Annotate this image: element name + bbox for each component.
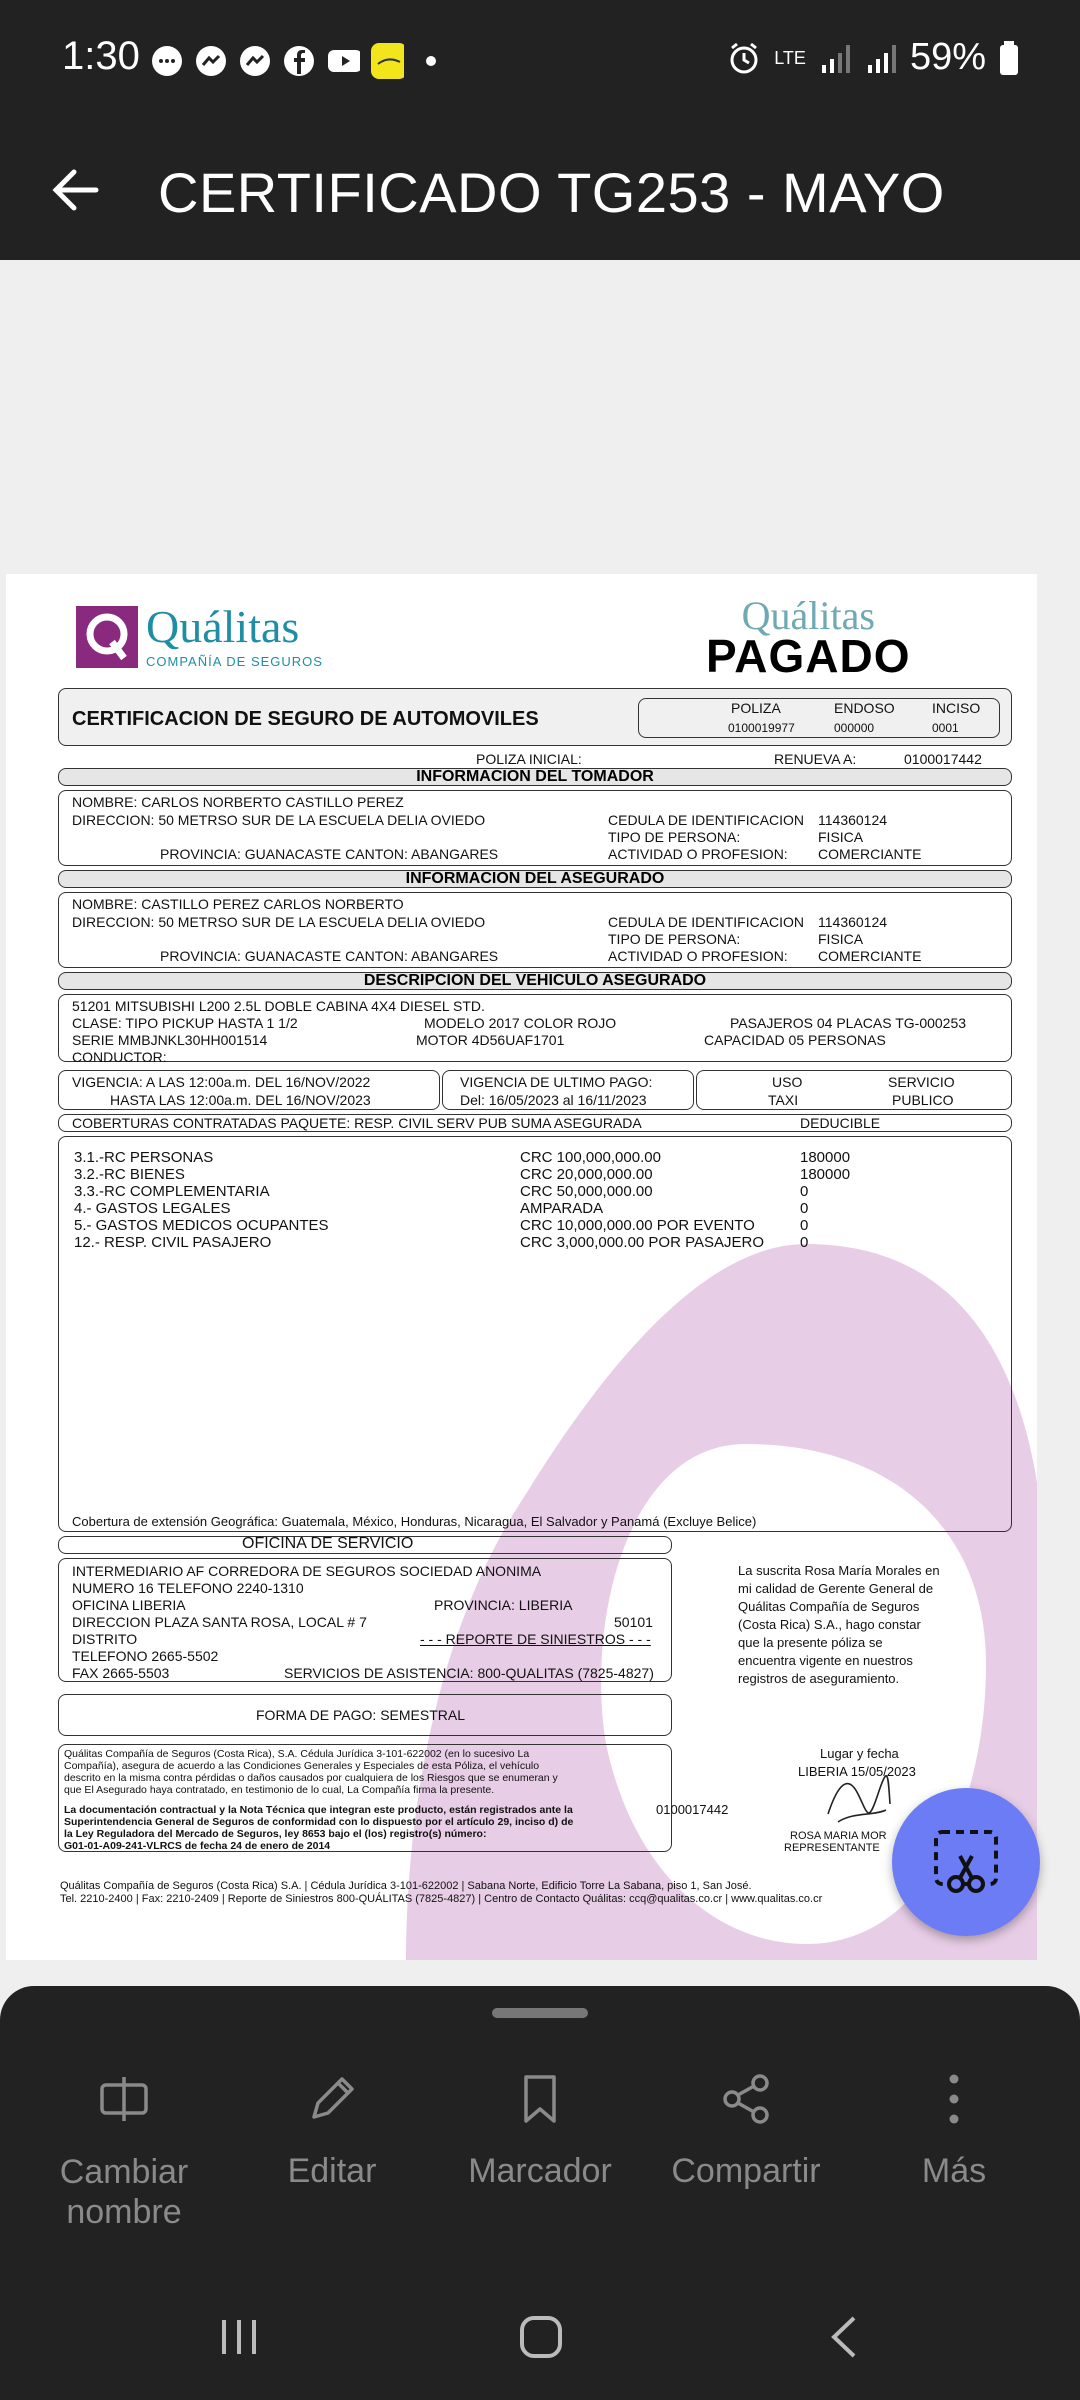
battery-icon (998, 40, 1020, 76)
pencil-icon (304, 2071, 360, 2127)
tomador-actividad: COMERCIANTE (818, 846, 922, 862)
message-icon (150, 44, 184, 78)
coverage-suma: CRC 100,000,000.00 (520, 1149, 661, 1166)
scissors-capture-icon (930, 1826, 1002, 1898)
vehiculo-modelo: MODELO 2017 COLOR ROJO (424, 1015, 617, 1031)
bookmark-icon (512, 2071, 568, 2127)
ultimo-pago-label: VIGENCIA DE ULTIMO PAGO: (460, 1074, 653, 1090)
asegurado-cedula: 114360124 (818, 914, 888, 930)
inciso-value: 0001 (932, 721, 959, 735)
cobertura-geografica: Cobertura de extensión Geográfica: Guatemala, México, Honduras, Nicaragua, El Salvador y Panamá (Excluye Belice) (72, 1514, 757, 1529)
poliza-header: POLIZA (731, 700, 781, 716)
capture-fab-button[interactable] (892, 1788, 1040, 1936)
suscrita-line: que la presente póliza se (738, 1635, 883, 1650)
dot-icon (414, 44, 448, 78)
coverage-deducible: 180000 (800, 1166, 851, 1183)
forma-pago: FORMA DE PAGO: SEMESTRAL (256, 1707, 466, 1723)
legal-line: G01-01-A09-241-VLRCS de fecha 24 de enero de 2014 (64, 1840, 331, 1852)
vehiculo-conductor: CONDUCTOR: (72, 1049, 167, 1065)
endoso-value: 000000 (834, 721, 875, 735)
suscrita-line: La suscrita Rosa María Morales en (738, 1563, 940, 1578)
asegurado-actividad: COMERCIANTE (818, 948, 922, 964)
coverage-name: 5.- GASTOS MEDICOS OCUPANTES (74, 1217, 329, 1234)
vehiculo-motor: MOTOR 4D56UAF1701 (416, 1032, 565, 1048)
stamp-brand: Quálitas (741, 593, 875, 638)
legal-line: Quálitas Compañía de Seguros (Costa Rica), S.A. Cédula Jurídica 3-101-622002 (en lo sucesivo La (64, 1748, 530, 1760)
battery-percent: 59% (909, 36, 986, 78)
youtube-icon (326, 44, 360, 78)
coverage-deducible: 0 (800, 1183, 809, 1200)
coverage-deducible: 0 (800, 1200, 809, 1217)
recent-apps-icon[interactable] (214, 2312, 264, 2362)
tomador-tipo: FISICA (818, 829, 864, 845)
reporte-siniestros: - - - REPORTE DE SINIESTROS - - - (420, 1631, 651, 1647)
more-label: Más (921, 2152, 987, 2190)
nav-back-icon[interactable] (820, 2312, 870, 2362)
vigencia-desde: VIGENCIA: A LAS 12:00a.m. DEL 16/NOV/2022 (72, 1074, 371, 1090)
poliza-inicial-label: POLIZA INICIAL: (476, 751, 582, 767)
bookmark-label: Marcador (468, 2152, 612, 2190)
notification-icons (150, 44, 448, 78)
uso-label: USO (772, 1074, 803, 1090)
legal-line: La documentación contractual y la Nota Técnica que integran este producto, están registrados ante la (64, 1804, 573, 1816)
edit-label: Editar (287, 2152, 377, 2190)
asegurado-nombre: NOMBRE: CASTILLO PEREZ CARLOS NORBERTO (72, 896, 404, 912)
coverage-suma: CRC 3,000,000.00 POR PASAJERO (520, 1234, 764, 1251)
inciso-header: INCISO (932, 700, 981, 716)
suscrita-line: registros de aseguramiento. (738, 1671, 900, 1686)
coberturas-header: COBERTURAS CONTRATADAS PAQUETE: RESP. CIVIL SERV PUB SUMA ASEGURADA (72, 1115, 642, 1131)
share-label: Compartir (671, 2152, 821, 2190)
uso-box (696, 1070, 1012, 1110)
coverage-name: 4.- GASTOS LEGALES (74, 1200, 231, 1217)
uso-value: TAXI (768, 1092, 799, 1108)
oficina-title: OFICINA DE SERVICIO (242, 1535, 414, 1552)
oficina-numero: NUMERO 16 TELEFONO 2240-1310 (72, 1580, 304, 1596)
logo-brand: Quálitas (146, 601, 300, 652)
messenger-icon (194, 44, 228, 78)
legal-line: la Ley Reguladora del Mercado de Seguros, ley 8653 bajo el (los) registro(s) número: (64, 1828, 487, 1840)
reference-number: 0100017442 (656, 1802, 729, 1817)
renueva-value: 0100017442 (904, 751, 982, 767)
paid-stamp (706, 593, 911, 682)
legal-line: que El Asegurado haya contratado, en testimonio de lo cual, La Compañía firma la presente. (64, 1784, 495, 1796)
suscrita-text (738, 1562, 960, 1688)
coverage-name: 12.- RESP. CIVIL PASAJERO (74, 1234, 272, 1251)
legal-line: descrito en la misma contra pérdidas o daños causados por cualquiera de los Riesgos que se enumeran y (64, 1772, 558, 1784)
tomador-actividad-label: ACTIVIDAD O PROFESION: (608, 846, 788, 862)
coverage-name: 3.3.-RC COMPLEMENTARIA (74, 1183, 270, 1200)
bookmark-button[interactable] (440, 2068, 640, 2191)
suscrita-line: encuentra vigente en nuestros (738, 1653, 913, 1668)
coverage-suma: CRC 20,000,000.00 (520, 1166, 653, 1183)
asegurado-tipo: FISICA (818, 931, 864, 947)
vehiculo-descripcion: 51201 MITSUBISHI L200 2.5L DOBLE CABINA 4X4 DIESEL STD. (72, 998, 485, 1014)
oficina-codigo: 50101 (614, 1614, 653, 1630)
document-page[interactable] (6, 574, 1037, 1960)
footer-line-2: Tel. 2210-2400 | Fax: 2210-2409 | Reporte de Siniestros 800-QUÁLITAS (7825-4827) | Centro de Contacto Quálitas: ccq@qualitas.co.cr | www.qualitas.co.cr (60, 1893, 823, 1905)
signature-image (818, 1764, 898, 1834)
suscrita-line: Quálitas Compañía de Seguros (738, 1599, 920, 1614)
rename-icon (96, 2071, 152, 2127)
legal-text (64, 1748, 664, 1852)
lugar-fecha-value: LIBERIA 15/05/2023 (798, 1764, 916, 1779)
renueva-label: RENUEVA A: (774, 751, 857, 767)
deducible-header: DEDUCIBLE (800, 1115, 881, 1131)
tomador-tipo-label: TIPO DE PERSONA: (608, 829, 741, 845)
system-nav-bar (0, 2300, 1080, 2380)
suscrita-line: mi calidad de Gerente General de (738, 1581, 934, 1596)
poliza-value: 0100019977 (728, 721, 795, 735)
section-asegurado: INFORMACION DEL ASEGURADO (58, 870, 1012, 888)
coverage-suma: CRC 10,000,000.00 POR EVENTO (520, 1217, 755, 1234)
status-bar (0, 0, 1080, 120)
tomador-cedula: 114360124 (818, 812, 888, 828)
signal-icon (818, 41, 852, 75)
vigencia-hasta: HASTA LAS 12:00a.m. DEL 16/NOV/2023 (110, 1092, 371, 1108)
firma-cargo: REPRESENTANTE (784, 1842, 880, 1854)
rename-label: Cambiar nombre (59, 2153, 189, 2231)
servicios-asistencia: SERVICIOS DE ASISTENCIA: 800-QUALITAS (7825-4827) (284, 1665, 654, 1681)
qualitas-q-icon (74, 604, 140, 670)
tomador-cedula-label: CEDULA DE IDENTIFICACION (608, 812, 805, 828)
asegurado-cedula-label: CEDULA DE IDENTIFICACION (608, 914, 805, 930)
coverage-deducible: 0 (800, 1234, 809, 1251)
asegurado-direccion: DIRECCION: 50 METRSO SUR DE LA ESCUELA DELIA OVIEDO (72, 914, 486, 930)
network-label: LTE (774, 47, 806, 68)
bottom-action-sheet (0, 1986, 1080, 2400)
firma-nombre: ROSA MARIA MOR (790, 1830, 887, 1842)
qualitas-logo (74, 601, 323, 670)
more-vertical-icon (926, 2071, 982, 2127)
servicio-label: SERVICIO (888, 1074, 955, 1090)
coverage-name: 3.1.-RC PERSONAS (74, 1149, 214, 1166)
vehiculo-serie: SERIE MMBJNKL30HH001514 (72, 1032, 268, 1048)
endoso-header: ENDOSO (834, 700, 895, 716)
tomador-direccion: DIRECCION: 50 METRSO SUR DE LA ESCUELA DELIA OVIEDO (72, 812, 486, 828)
ultimo-pago-fechas: Del: 16/05/2023 al 16/11/2023 (460, 1092, 647, 1108)
messenger-icon (238, 44, 272, 78)
coverage-suma: CRC 50,000,000.00 (520, 1183, 653, 1200)
suscrita-line: (Costa Rica) S.A., hago constar (738, 1617, 921, 1632)
share-button[interactable] (646, 2068, 846, 2191)
section-vehiculo: DESCRIPCION DEL VEHICULO ASEGURADO (58, 972, 1012, 990)
back-button[interactable] (48, 162, 104, 218)
signal-icon (864, 41, 898, 75)
coverage-deducible: 0 (800, 1217, 809, 1234)
app-bar (0, 120, 1080, 260)
edit-button[interactable] (232, 2068, 432, 2191)
section-tomador: INFORMACION DEL TOMADOR (58, 768, 1012, 786)
oficina-distrito: DISTRITO (72, 1631, 138, 1647)
asegurado-actividad-label: ACTIVIDAD O PROFESION: (608, 948, 788, 964)
certificate-title: CERTIFICACION DE SEGURO DE AUTOMOVILES (72, 708, 539, 730)
tomador-provincia: PROVINCIA: GUANACASTE CANTON: ABANGARES (160, 846, 499, 862)
vehiculo-pasajeros: PASAJEROS 04 PLACAS TG-000253 (730, 1015, 967, 1031)
asegurado-provincia: PROVINCIA: GUANACASTE CANTON: ABANGARES (160, 948, 499, 964)
oficina-telefono: TELEFONO 2665-5502 (72, 1648, 219, 1664)
status-time: 1:30 (62, 34, 140, 78)
coverage-name: 3.2.-RC BIENES (74, 1166, 185, 1183)
stamp-pagado: PAGADO (706, 630, 911, 682)
more-button[interactable] (854, 2068, 1054, 2191)
lugar-fecha-label: Lugar y fecha (820, 1746, 899, 1761)
footer-line-1: Quálitas Compañía de Seguros (Costa Rica) S.A. | Cédula Jurídica 3-101-622002 | Sabana Norte, Edificio Torre La Sabana, piso 1, San José. (60, 1880, 752, 1892)
share-icon (718, 2071, 774, 2127)
vehiculo-clase: CLASE: TIPO PICKUP HASTA 1 1/2 (72, 1015, 298, 1031)
logo-subtitle: COMPAÑÍA DE SEGUROS (146, 654, 323, 669)
legal-line: Compañía), asegura de acuerdo a las Condiciones Generales y Especiales de esta Póliza, el vehículo (64, 1760, 540, 1772)
tomador-nombre: NOMBRE: CARLOS NORBERTO CASTILLO PEREZ (72, 794, 404, 810)
coverage-suma: AMPARADA (520, 1200, 604, 1217)
oficina-nombre: OFICINA LIBERIA (72, 1597, 186, 1613)
rename-button[interactable] (24, 2068, 224, 2232)
legal-line: Superintendencia General de Seguros de conformidad con lo dispuesto por el artículo 29, inciso d) de (64, 1816, 574, 1828)
drag-handle[interactable] (492, 2008, 588, 2018)
oficina-provincia: PROVINCIA: LIBERIA (434, 1597, 573, 1613)
facebook-icon (282, 44, 316, 78)
asegurado-tipo-label: TIPO DE PERSONA: (608, 931, 741, 947)
alarm-icon (726, 40, 762, 76)
system-icons (726, 36, 1020, 79)
servicio-value: PUBLICO (892, 1092, 954, 1108)
back-arrow-icon (48, 162, 104, 218)
oficina-fax: FAX 2665-5503 (72, 1665, 170, 1681)
document-title: CERTIFICADO TG253 - MAYO (158, 161, 945, 224)
vehiculo-capacidad: CAPACIDAD 05 PERSONAS (704, 1032, 886, 1048)
app-icon (370, 44, 404, 78)
intermediario: INTERMEDIARIO AF CORREDORA DE SEGUROS SOCIEDAD ANONIMA (72, 1563, 542, 1579)
oficina-direccion: DIRECCION PLAZA SANTA ROSA, LOCAL # 7 (72, 1614, 367, 1630)
home-icon[interactable] (516, 2312, 566, 2362)
coverage-deducible: 180000 (800, 1149, 851, 1166)
